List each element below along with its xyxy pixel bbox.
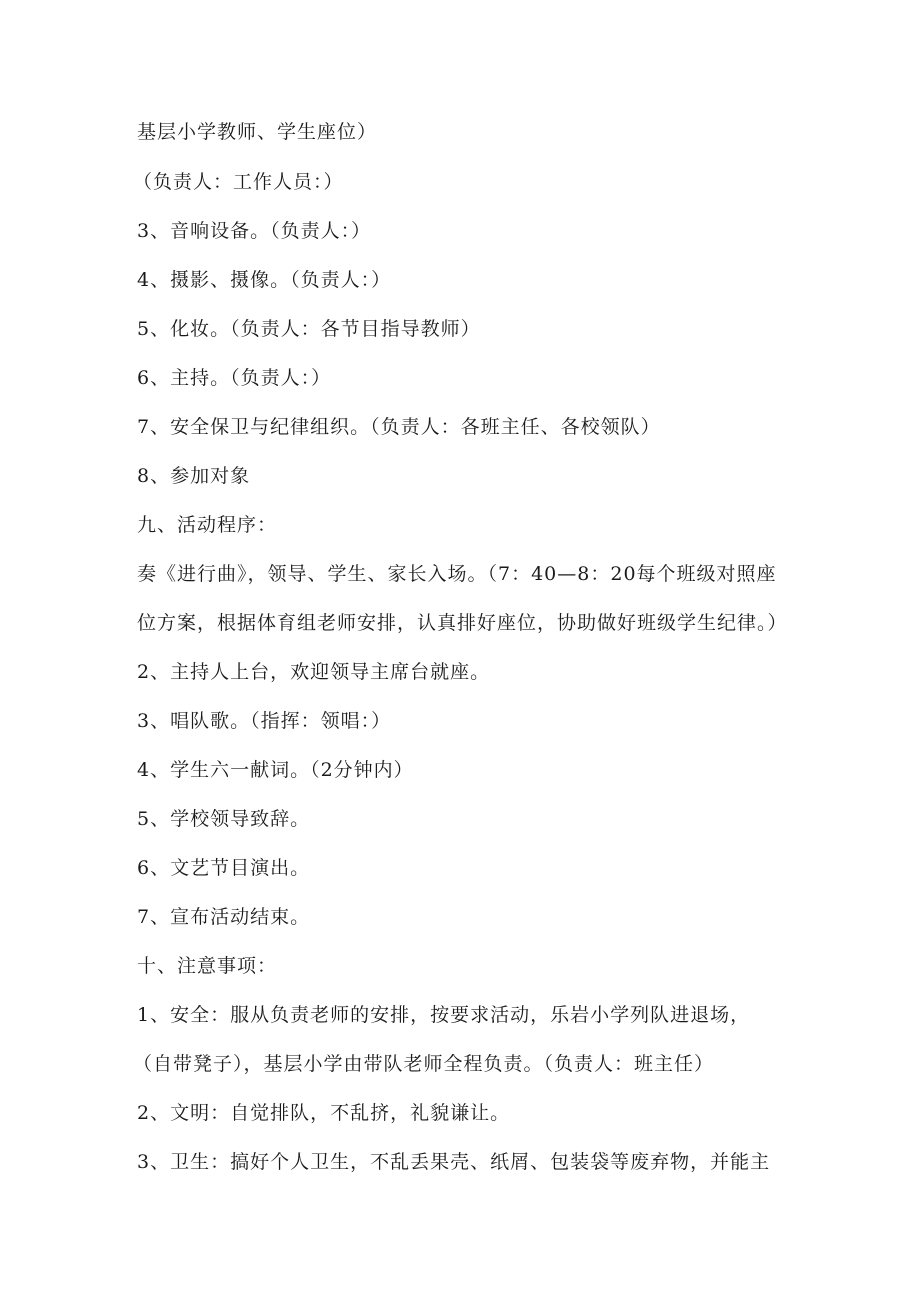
text-line-3: 3、音响设备。（负责人：） bbox=[137, 220, 372, 242]
text-line-7: 7、安全保卫与纪律组织。（负责人：各班主任、各校领队） bbox=[137, 416, 661, 438]
text-line-16: 6、文艺节目演出。 bbox=[137, 857, 311, 879]
text-line-11: 位方案，根据体育组老师安排，认真排好座位，协助做好班级学生纪律。） bbox=[137, 612, 788, 634]
text-line-5: 5、化妆。（负责人：各节目指导教师） bbox=[137, 318, 481, 340]
text-line-22: 3、卫生：搞好个人卫生，不乱丢果壳、纸屑、包装袋等废弃物，并能主 bbox=[137, 1151, 771, 1173]
text-line-2: （负责人：工作人员：） bbox=[133, 171, 344, 193]
text-line-15: 5、学校领导致辞。 bbox=[137, 808, 311, 830]
text-line-19: 1、安全：服从负责老师的安排，按要求活动，乐岩小学列队进退场， bbox=[137, 1004, 751, 1026]
text-line-6: 6、主持。（负责人：） bbox=[137, 367, 332, 389]
text-line-4: 4、摄影、摄像。（负责人：） bbox=[137, 269, 392, 291]
text-line-21: 2、文明：自觉排队，不乱挤，礼貌谦让。 bbox=[137, 1102, 511, 1124]
section-heading-9: 九、活动程序： bbox=[137, 514, 278, 536]
text-line-13: 3、唱队歌。（指挥：领唱：） bbox=[137, 710, 392, 732]
text-line-17: 7、宣布活动结束。 bbox=[137, 906, 311, 928]
text-line-1: 基层小学教师、学生座位） bbox=[137, 121, 378, 143]
text-line-20: （自带凳子），基层小学由带队老师全程负责。（负责人：班主任） bbox=[133, 1053, 715, 1075]
text-line-10: 奏《进行曲》，领导、学生、家长入场。（7：40—8：20每个班级对照座 bbox=[137, 563, 777, 585]
text-line-8: 8、参加对象 bbox=[137, 465, 251, 487]
section-heading-10: 十、注意事项： bbox=[137, 955, 278, 977]
text-line-14: 4、学生六一献词。（2分钟内） bbox=[137, 759, 414, 781]
text-line-12: 2、主持人上台，欢迎领导主席台就座。 bbox=[137, 661, 491, 683]
